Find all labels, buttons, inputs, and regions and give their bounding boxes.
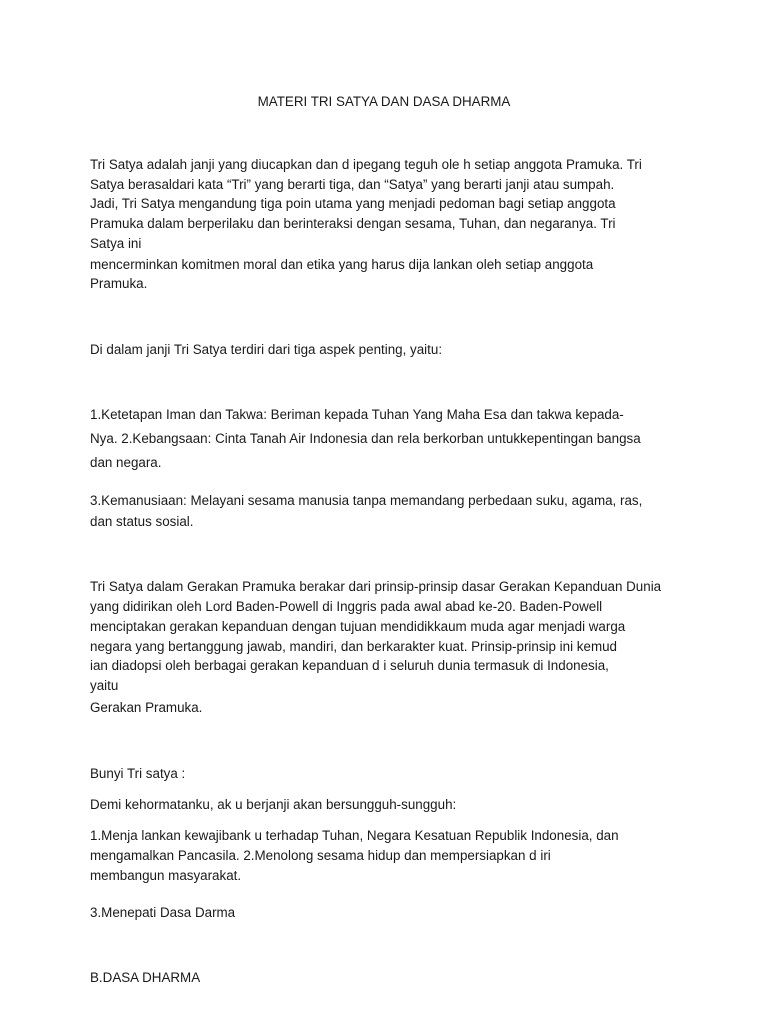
para3-line-5: ian diadopsi oleh berbagai gerakan kepanduan d i seluruh dunia termasuk di Indonesia, (90, 658, 609, 673)
document-title: MATERI TRI SATYA DAN DASA DHARMA (257, 94, 511, 109)
para3-line-1: Tri Satya dalam Gerakan Pramuka berakar dari prinsip-prinsip dasar Gerakan Kepanduan Dunia (90, 579, 662, 594)
para1-line-3: Jadi, Tri Satya mengandung tiga poin utama yang menjadi pedoman bagi setiap anggota (90, 196, 616, 211)
para3-line-3: menciptakan gerakan kepanduan dengan tujuan mendidikkaum muda agar menjadi warga (90, 619, 626, 634)
oath-line-3: membangun masyarakat. (90, 868, 242, 883)
para1-line-6: mencerminkan komitmen moral dan etika yang harus dija lankan oleh setiap anggota (90, 257, 594, 272)
para3-line-7: Gerakan Pramuka. (90, 700, 203, 715)
oath-point-3: 3.Menepati Dasa Darma (90, 905, 236, 920)
aspect3-line-2: dan status sosial. (90, 514, 194, 529)
para3-line-6: yaitu (90, 678, 119, 693)
para1-line-7: Pramuka. (90, 276, 148, 291)
aspect-line-3: dan negara. (90, 455, 162, 470)
para3-line-2: yang didirikan oleh Lord Baden-Powell di Inggris pada awal abad ke-20. Baden-Powell (90, 599, 603, 614)
bunyi-heading: Bunyi Tri satya : (90, 766, 186, 781)
aspect-line-2: Nya. 2.Kebangsaan: Cinta Tanah Air Indonesia dan rela berkorban untukkepentingan bangsa (90, 431, 641, 446)
oath-line-1: 1.Menja lankan kewajibank u terhadap Tuhan, Negara Kesatuan Republik Indonesia, dan (90, 828, 619, 843)
para3-line-4: negara yang bertanggung jawab, mandiri, dan berkarakter kuat. Prinsip-prinsip ini kemud (90, 639, 617, 654)
aspect3-line-1: 3.Kemanusiaan: Melayani sesama manusia tanpa memandang perbedaan suku, agama, ras, (90, 493, 643, 508)
section-b-heading: B.DASA DHARMA (90, 970, 201, 985)
aspect-line-1: 1.Ketetapan Iman dan Takwa: Beriman kepada Tuhan Yang Maha Esa dan takwa kepada- (90, 407, 624, 422)
para2-line: Di dalam janji Tri Satya terdiri dari tiga aspek penting, yaitu: (90, 342, 443, 357)
para1-line-2: Satya berasaldari kata “Tri” yang berarti tiga, dan “Satya” yang berarti janji atau sumpah. (90, 177, 615, 192)
para1-line-1: Tri Satya adalah janji yang diucapkan dan d ipegang teguh ole h setiap anggota Pramuka. Tri (90, 157, 642, 172)
para1-line-5: Satya ini (90, 236, 142, 251)
para1-line-4: Pramuka dalam berperilaku dan berinteraksi dengan sesama, Tuhan, dan negaranya. Tri (90, 216, 616, 231)
oath-intro: Demi kehormatanku, ak u berjanji akan bersungguh-sungguh: (90, 797, 457, 812)
oath-line-2: mengamalkan Pancasila. 2.Menolong sesama hidup dan mempersiapkan d iri (90, 848, 551, 863)
